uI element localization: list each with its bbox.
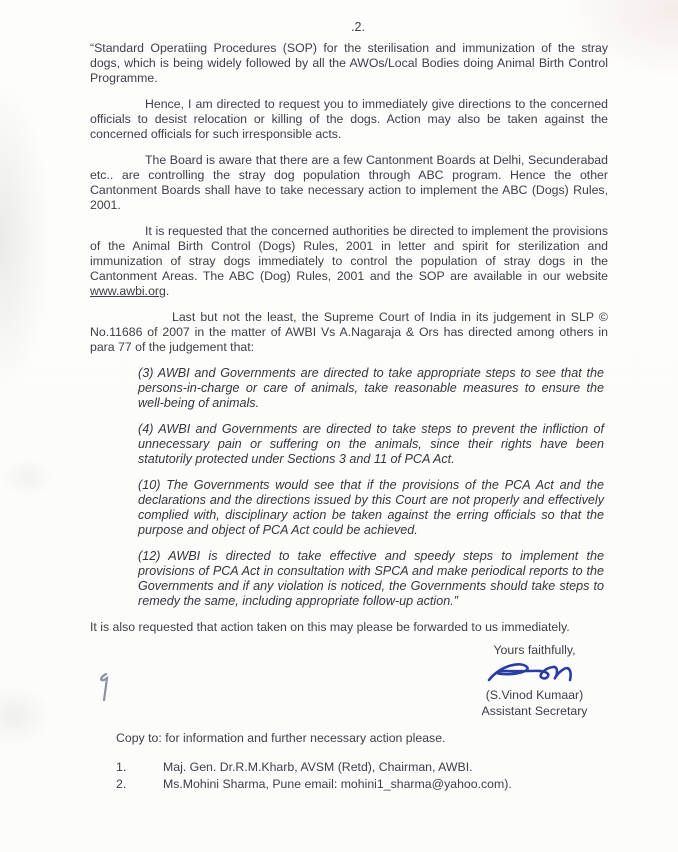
copy-to-item (116, 776, 608, 793)
paragraph-requested-suffix: . (165, 284, 170, 298)
paragraph-hence: Hence, I am directed to request you to immediately give directions to the concerned officials to desist relocation or killing of the dogs. Action may also be taken against the concerned officials for such irresponsible acts. (90, 97, 608, 141)
judgement-quote-12: (12) AWBI is directed to take effective and speedy steps to implement the provisions of PCA Act in consultation with SPCA and make periodical reports to the Governments and if any violation is noticed, the Governments should take steps to remedy the same, including appropriate follow-up action.” (138, 549, 604, 608)
website-link: www.awbi.org (90, 284, 166, 298)
copy-to-item (116, 759, 608, 776)
paragraph-board: The Board is aware that there are a few Cantonment Boards at Delhi, Secunderabad etc.. are controlling the stray dog population through ABC program. Hence the other Cantonment Boards shall have to take necessary action to implement the ABC (Dogs) Rules, 2001. (90, 153, 608, 212)
copy-to-heading: Copy to: for information and further necessary action please. (116, 731, 446, 745)
paragraph-sop: “Standard Operatiing Procedures (SOP) for the sterilisation and immunization of the stray dogs, which is being widely followed by all the AWOs/Local Bodies doing Animal Birth Control Programme. (90, 41, 608, 85)
judgement-quote-10: (10) The Governments would see that if the provisions of the PCA Act and the declarations and the directions issued by this Court are not properly and effectively complied with, disciplinary action be taken against the erring officials so that the purpose and object of PCA Act could be achieved. (138, 478, 604, 537)
closing-line: It is also requested that action taken on this may please be forwarded to us immediately. (90, 620, 570, 634)
copy-item-number: 2. (116, 776, 127, 791)
judgement-quote-3: (3) AWBI and Governments are directed to take appropriate steps to see that the persons-in-charge or care of animals, take reasonable measures to ensure the well-being of animals. (138, 366, 604, 410)
paragraph-requested-text: It is requested that the concerned authorities be directed to implement the provisions of the Animal Birth Control (Dogs) Rules, 2001 in letter and spirit for sterilization and immunization of stray dogs immediately to control the population of stray dogs in the Cantonment Areas. The ABC (Dog) Rules, 2001 and the SOP are available in our website (90, 224, 608, 283)
copy-item-text: Maj. Gen. Dr.R.M.Kharb, AVSM (Retd), Chairman, AWBI. (163, 760, 473, 774)
copy-item-text: Ms.Mohini Sharma, Pune email: mohini1_sharma@yahoo.com). (163, 776, 512, 791)
signatory-title: Assistant Secretary (481, 704, 588, 718)
copy-to-section (116, 731, 608, 792)
copy-item-number: 1. (116, 760, 127, 774)
signatory-name: (S.Vinod Kumaar) (485, 688, 584, 702)
page-number: .2. (351, 20, 365, 34)
signature-scribble-icon (485, 659, 585, 689)
signature-salutation: Yours faithfully, (493, 643, 576, 657)
copy-to-list (116, 759, 608, 792)
judgement-quote-4: (4) AWBI and Governments are directed to take steps to prevent the infliction of unnecessary pain or suffering on the animals, since their rights have been statutorily protected under Sections 3 and 11 of PCA Act. (138, 422, 604, 466)
paragraph-supreme-court: Last but not the least, the Supreme Court of India in its judgement in SLP © No.11686 of 2007 in the matter of AWBI Vs A.Nagaraja & Ors has directed among others in para 77 of the judgement that: (90, 310, 608, 354)
pen-mark-icon (96, 670, 114, 706)
paragraph-requested (90, 224, 608, 299)
signature-block (447, 643, 622, 719)
